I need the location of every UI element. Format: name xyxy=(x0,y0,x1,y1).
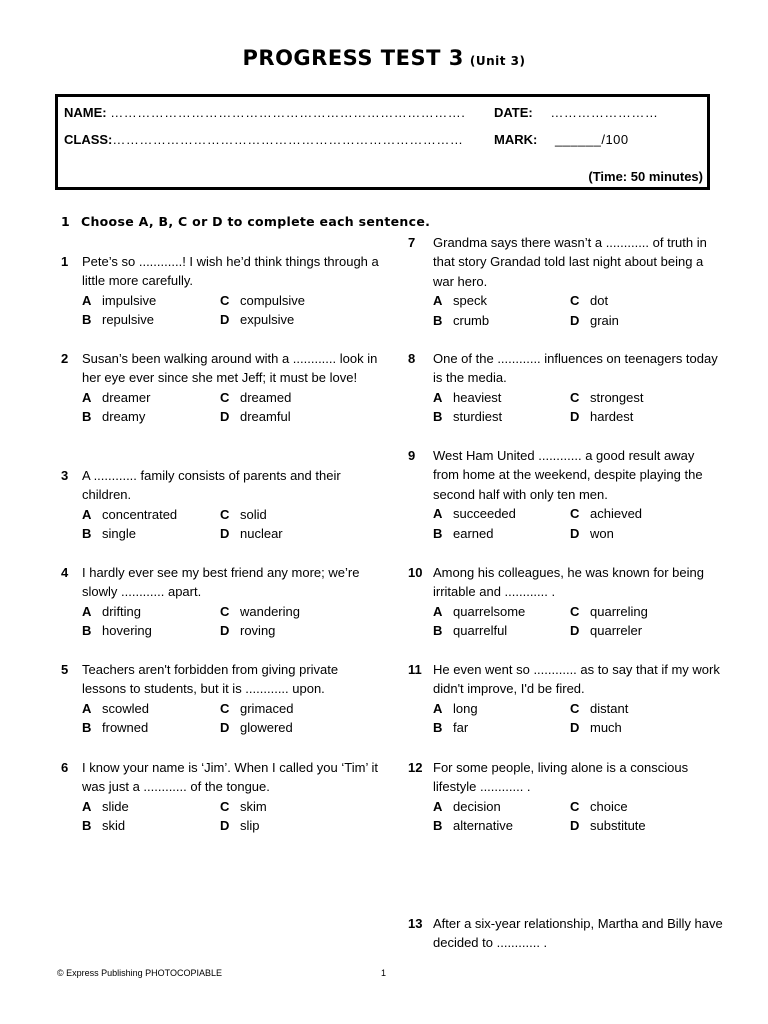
question-number: 4 xyxy=(61,565,69,580)
question-text: I hardly ever see my best friend any more; we’re slowly ............ apart. xyxy=(82,565,360,600)
option-b[interactable]: B earned xyxy=(433,525,494,541)
option-a[interactable]: A quarrelsome xyxy=(433,603,526,619)
option-a[interactable]: A scowled xyxy=(82,700,149,716)
question-text: Susan’s been walking around with a ............ look in her eye ever since she met Jeff; it must be love! xyxy=(82,351,378,386)
option-a[interactable]: A concentrated xyxy=(82,506,178,522)
question-number: 2 xyxy=(61,351,69,366)
question-number: 6 xyxy=(61,760,69,775)
student-info-box xyxy=(55,94,710,190)
option-a[interactable]: A speck xyxy=(433,293,487,309)
question-text: For some people, living alone is a conscious lifestyle ............ . xyxy=(433,760,689,795)
time-limit: (Time: 50 minutes) xyxy=(588,169,703,184)
option-d[interactable]: D glowered xyxy=(220,720,293,736)
option-a[interactable]: A impulsive xyxy=(82,292,157,308)
test-title: PROGRESS TEST 3 xyxy=(242,46,464,70)
option-d[interactable]: D dreamful xyxy=(220,409,291,425)
option-d[interactable]: D nuclear xyxy=(220,526,283,542)
mark-label: MARK: xyxy=(494,132,538,147)
question-text: One of the ............ influences on teenagers today is the media. xyxy=(433,351,718,386)
option-c[interactable]: C choice xyxy=(570,798,628,814)
option-b[interactable]: B sturdiest xyxy=(433,409,503,425)
question-text: West Ham United ............ a good result away from home at the weekend, despite playing the second half with only ten men. xyxy=(433,448,703,502)
option-c[interactable]: C quarreling xyxy=(570,603,648,619)
question-number: 11 xyxy=(408,662,422,677)
question-text: Pete’s so ............! I wish he’d think things through a little more carefully. xyxy=(82,254,379,289)
option-a[interactable]: A drifting xyxy=(82,603,142,619)
option-d[interactable]: D expulsive xyxy=(220,312,295,328)
option-b[interactable]: B repulsive xyxy=(82,312,155,328)
page-number: 1 xyxy=(381,968,387,978)
unit-label: (Unit 3) xyxy=(469,54,526,68)
option-b[interactable]: B crumb xyxy=(433,312,490,328)
question-text: Teachers aren't forbidden from giving private lessons to students, but it is ............ upon. xyxy=(82,662,339,697)
option-b[interactable]: B frowned xyxy=(82,720,149,736)
date-row xyxy=(494,105,658,120)
option-c[interactable]: C compulsive xyxy=(220,292,306,308)
mark-row xyxy=(494,132,629,147)
option-a[interactable]: A heaviest xyxy=(433,389,502,405)
question-text: Grandma says there wasn’t a ............ of truth in that story Grandad told last night about being a war hero. xyxy=(433,235,707,289)
name-field[interactable]: ……………………………………………………………………. xyxy=(110,105,466,120)
option-a[interactable]: A slide xyxy=(82,798,129,814)
option-c[interactable]: C dreamed xyxy=(220,389,292,405)
option-b[interactable]: B quarrelful xyxy=(433,623,508,639)
option-a[interactable]: A dreamer xyxy=(82,389,151,405)
instruction-text: Choose A, B, C or D to complete each sentence. xyxy=(81,214,431,229)
mark-field[interactable]: ______/100 xyxy=(554,132,629,147)
name-label: NAME: xyxy=(64,105,107,120)
option-b[interactable]: B dreamy xyxy=(82,409,146,425)
class-row xyxy=(64,132,463,147)
option-c[interactable]: C dot xyxy=(570,293,609,309)
question-number: 12 xyxy=(408,760,423,775)
option-c[interactable]: C skim xyxy=(220,798,267,814)
class-field[interactable]: …………………………………………………………………… xyxy=(112,132,464,147)
date-label: DATE: xyxy=(494,105,533,120)
date-field[interactable]: …………………… xyxy=(550,105,659,120)
question-text: He even went so ............ as to say that if my work didn't improve, I'd be fired. xyxy=(433,662,720,697)
option-c[interactable]: C wandering xyxy=(220,603,300,619)
question-number: 7 xyxy=(408,235,416,250)
question-number: 8 xyxy=(408,351,416,366)
name-row xyxy=(64,105,465,120)
copyright-footer: © Express Publishing PHOTOCOPIABLE xyxy=(57,968,223,978)
option-b[interactable]: B far xyxy=(433,720,469,736)
option-c[interactable]: C distant xyxy=(570,700,629,716)
class-label: CLASS: xyxy=(64,132,113,147)
section-number: 1 xyxy=(61,214,70,229)
question-text: I know your name is ‘Jim’. When I called you ‘Tim’ it was just a ............ of the tongue. xyxy=(82,760,378,795)
option-b[interactable]: B alternative xyxy=(433,818,513,834)
question-text: Among his colleagues, he was known for being irritable and ............ . xyxy=(433,565,704,600)
option-d[interactable]: D quarreler xyxy=(570,623,643,639)
option-d[interactable]: D grain xyxy=(570,312,619,328)
option-c[interactable]: C solid xyxy=(220,506,267,522)
page-title xyxy=(0,46,768,70)
option-c[interactable]: C grimaced xyxy=(220,700,294,716)
option-d[interactable]: D much xyxy=(570,720,622,736)
section-instruction xyxy=(61,214,430,229)
question-number: 10 xyxy=(408,565,423,580)
option-c[interactable]: C strongest xyxy=(570,389,644,405)
option-c[interactable]: C achieved xyxy=(570,506,643,522)
question-number: 5 xyxy=(61,662,69,677)
option-a[interactable]: A long xyxy=(433,700,478,716)
option-d[interactable]: D hardest xyxy=(570,409,634,425)
option-d[interactable]: D roving xyxy=(220,623,276,639)
option-d[interactable]: D won xyxy=(570,525,614,541)
question-number: 9 xyxy=(408,448,416,463)
question-text: After a six-year relationship, Martha and Billy have decided to ............ . xyxy=(433,916,723,951)
option-b[interactable]: B skid xyxy=(82,818,126,834)
question-number: 1 xyxy=(61,254,69,269)
option-b[interactable]: B hovering xyxy=(82,623,152,639)
question-number: 13 xyxy=(408,916,423,931)
option-b[interactable]: B single xyxy=(82,526,136,542)
option-a[interactable]: A decision xyxy=(433,798,501,814)
question-text: A ............ family consists of parents and their children. xyxy=(82,468,341,503)
option-d[interactable]: D substitute xyxy=(570,818,646,834)
option-a[interactable]: A succeeded xyxy=(433,506,516,522)
question-number: 3 xyxy=(61,468,69,483)
option-d[interactable]: D slip xyxy=(220,818,260,834)
